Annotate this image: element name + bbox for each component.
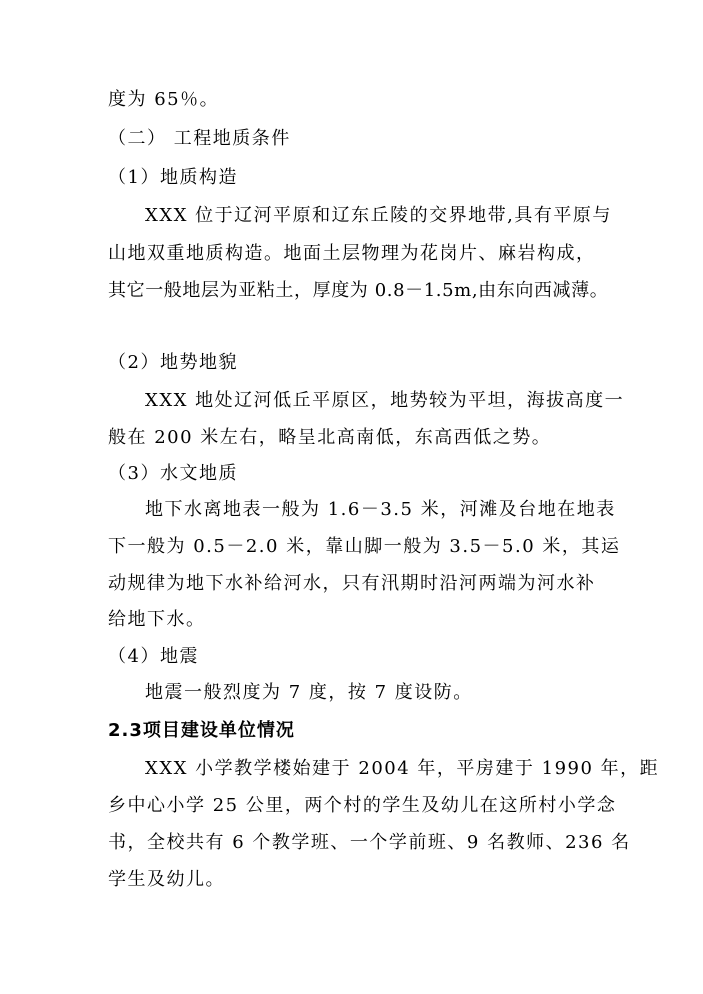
paragraph-line: 动规律为地下水补给河水，只有汛期时沿河两端为河水补 xyxy=(108,573,596,594)
text-line: 度为 65％。 xyxy=(108,89,220,110)
paragraph-line: 地下水离地表一般为 1.6－3.5 米，河滩及台地在地表 xyxy=(145,499,616,520)
paragraph-line: 下一般为 0.5－2.0 米，靠山脚一般为 3.5－5.0 米，其运 xyxy=(108,536,621,557)
subsection-heading: （3）水文地质 xyxy=(108,463,238,484)
subsection-heading: （2）地势地貌 xyxy=(108,352,238,373)
subsection-heading: （4）地震 xyxy=(108,646,199,667)
paragraph-line: 给地下水。 xyxy=(108,609,206,630)
paragraph-line: XXX 小学教学楼始建于 2004 年，平房建于 1990 年，距 xyxy=(145,758,660,779)
paragraph-line: 书，全校共有 6 个教学班、一个学前班、9 名教师、236 名 xyxy=(108,832,631,853)
paragraph-line: 山地双重地质构造。地面土层物理为花岗片、麻岩构成， xyxy=(108,243,596,264)
paragraph-line: XXX 地处辽河低丘平原区，地势较为平坦，海拔高度一 xyxy=(145,390,625,411)
section-heading: （二） 工程地质条件 xyxy=(108,128,291,149)
paragraph-line: 乡中心小学 25 公里，两个村的学生及幼儿在这所村小学念 xyxy=(108,795,617,816)
paragraph-line: 般在 200 米左右，略呈北高南低，东高西低之势。 xyxy=(108,427,552,448)
subsection-heading: （1）地质构造 xyxy=(108,167,238,188)
paragraph-line: 地震一般烈度为 7 度，按 7 度设防。 xyxy=(145,682,473,703)
section-title: 2.3项目建设单位情况 xyxy=(108,720,295,741)
paragraph-line: XXX 位于辽河平原和辽东丘陵的交界地带,具有平原与 xyxy=(145,205,612,226)
paragraph-line: 其它一般地层为亚粘土，厚度为 0.8－1.5m,由东向西减薄。 xyxy=(108,280,609,301)
paragraph-line: 学生及幼儿。 xyxy=(108,869,225,890)
